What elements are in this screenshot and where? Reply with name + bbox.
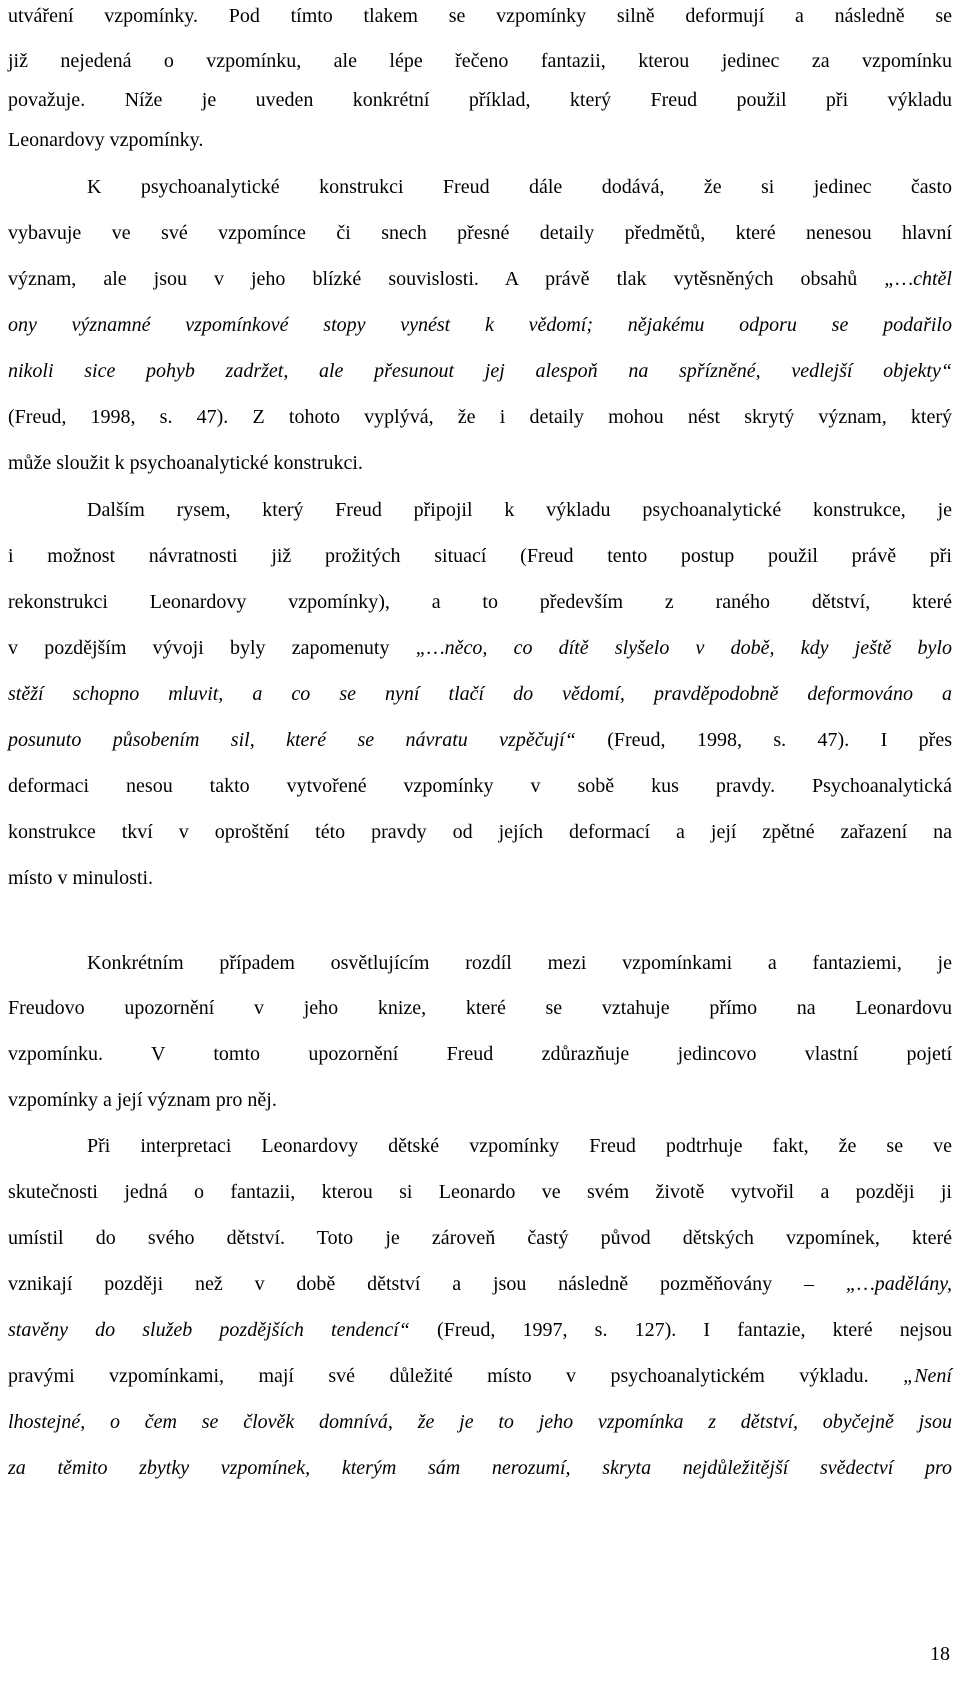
text-span: umístil do svého dětství. Toto je zároveň častý původ dětských vzpomínek, které	[8, 1227, 952, 1249]
text-span: význam, ale jsou v jeho blízké souvislosti. A právě tlak vytěsněných obsahů	[8, 268, 885, 290]
text-line	[8, 588, 952, 616]
text-line	[8, 726, 952, 754]
text-line	[8, 2, 952, 30]
text-line	[8, 680, 952, 708]
text-span: rekonstrukci Leonardovy vzpomínky), a to především z raného dětství, které	[8, 591, 952, 613]
quote-text: „…padělány,	[845, 1273, 952, 1295]
text-span: vybavuje ve své vzpomínce či snech přesné detaily předmětů, které nenesou hlavní	[8, 222, 952, 244]
text-span: (Freud, 1997, s. 127). I fantazie, které nejsou	[409, 1319, 952, 1341]
text-line	[8, 1316, 952, 1344]
text-line	[8, 1270, 952, 1298]
text-line	[8, 1224, 952, 1252]
text-line	[8, 1454, 952, 1482]
text-span: (Freud, 1998, s. 47). I přes	[575, 729, 952, 751]
text-span: Dalším rysem, který Freud připojil k výkladu psychoanalytické konstrukce, je	[87, 499, 952, 521]
text-span: utváření vzpomínky. Pod tímto tlakem se vzpomínky silně deformují a následně se	[8, 5, 952, 27]
quote-text: za těmito zbytky vzpomínek, kterým sám nerozumí, skryta nejdůležitější svědectví pro	[8, 1457, 952, 1479]
text-span: deformaci nesou takto vytvořené vzpomínky v sobě kus pravdy. Psychoanalytická	[8, 775, 952, 797]
text-line	[87, 496, 952, 524]
text-line	[8, 634, 952, 662]
text-span: K psychoanalytické konstrukci Freud dále dodává, že si jedinec často	[87, 176, 952, 198]
quote-text: ony významné vzpomínkové stopy vynést k vědomí; nějakému odporu se podařilo	[8, 314, 952, 336]
text-line	[8, 47, 952, 75]
text-span: místo v minulosti.	[8, 867, 154, 889]
text-line	[8, 86, 952, 114]
text-line	[8, 1086, 952, 1114]
text-line	[8, 542, 952, 570]
quote-text: stavěny do služeb pozdějších tendencí“	[8, 1319, 410, 1341]
text-span: Konkrétním případem osvětlujícím rozdíl mezi vzpomínkami a fantaziemi, je	[87, 952, 952, 974]
text-span: konstrukce tkví v oproštění této pravdy od jejích deformací a její zpětné zařazení na	[8, 821, 952, 843]
quote-text: stěží schopno mluvit, a co se nyní tlačí do vědomí, pravděpodobně deformováno a	[8, 683, 952, 705]
text-span: skutečnosti jedná o fantazii, kterou si Leonardo ve svém životě vytvořil a později ji	[8, 1181, 952, 1203]
text-line	[8, 219, 952, 247]
text-span: Při interpretaci Leonardovy dětské vzpomínky Freud podtrhuje fakt, že se ve	[87, 1135, 952, 1157]
quote-text: „Není	[903, 1365, 952, 1387]
quote-text: lhostejné, o čem se člověk domnívá, že je to jeho vzpomínka z dětství, obyčejně jsou	[8, 1411, 952, 1433]
text-span: vzpomínku. V tomto upozornění Freud zdůrazňuje jedincovo vlastní pojetí	[8, 1043, 952, 1065]
text-line	[8, 265, 952, 293]
text-line	[8, 772, 952, 800]
text-line	[8, 126, 952, 154]
text-span: pravými vzpomínkami, mají své důležité místo v psychoanalytickém výkladu.	[8, 1365, 904, 1387]
quote-text: nikoli sice pohyb zadržet, ale přesunout jej alespoň na spřízněné, vedlejší objekty“	[8, 360, 952, 382]
text-line	[8, 994, 952, 1022]
text-line	[8, 864, 952, 892]
quote-text: posunuto působením sil, které se návratu vzpěčují“	[8, 729, 576, 751]
text-line	[8, 357, 952, 385]
text-span: vznikají později než v době dětství a jsou následně pozměňovány –	[8, 1273, 846, 1295]
text-span: vzpomínky a její význam pro něj.	[8, 1089, 277, 1111]
text-span: Leonardovy vzpomínky.	[8, 129, 204, 151]
text-line	[8, 449, 952, 477]
text-line	[8, 1408, 952, 1436]
text-span: považuje. Níže je uveden konkrétní příklad, který Freud použil při výkladu	[8, 89, 952, 111]
text-line	[8, 1362, 952, 1390]
text-span: (Freud, 1998, s. 47). Z tohoto vyplývá, že i detaily mohou nést skrytý význam, který	[8, 406, 952, 428]
quote-text: „…chtěl	[884, 268, 952, 290]
text-span: může sloužit k psychoanalytické konstrukci.	[8, 452, 363, 474]
text-line	[8, 311, 952, 339]
quote-text: „…něco, co dítě slyšelo v době, kdy ještě bylo	[415, 637, 952, 659]
text-line	[8, 403, 952, 431]
text-span: Freudovo upozornění v jeho knize, které se vztahuje přímo na Leonardovu	[8, 997, 952, 1019]
text-span: i možnost návratnosti již prožitých situací (Freud tento postup použil právě při	[8, 545, 952, 567]
page-number: 18	[930, 1643, 950, 1665]
text-line	[87, 173, 952, 201]
text-line	[87, 949, 952, 977]
text-span: již nejedená o vzpomínku, ale lépe řečeno fantazii, kterou jedinec za vzpomínku	[8, 50, 952, 72]
text-line	[87, 1132, 952, 1160]
text-line	[8, 1178, 952, 1206]
text-span: v pozdějším vývoji byly zapomenuty	[8, 637, 416, 659]
text-line	[8, 818, 952, 846]
text-line	[8, 1040, 952, 1068]
